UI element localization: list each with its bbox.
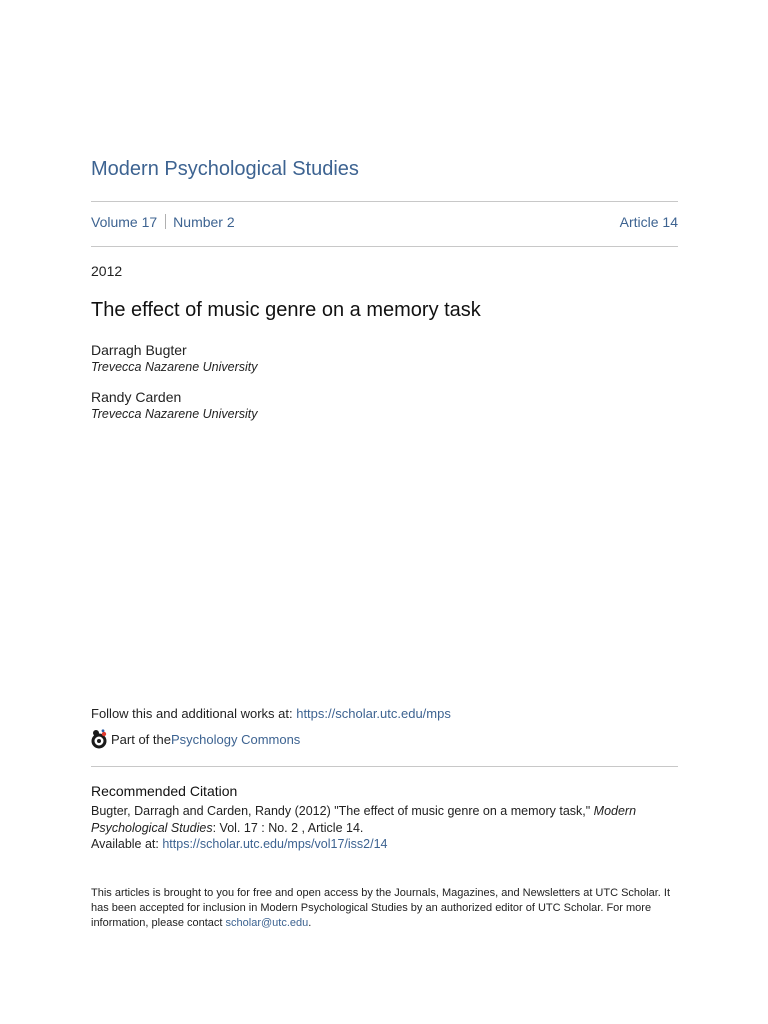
article-url-link[interactable]: https://scholar.utc.edu/mps/vol17/iss2/14: [162, 837, 388, 851]
author-block: [91, 342, 258, 376]
notice-text: This articles is brought to you for free and open access by the Journals, Magazines, and Newsletters at UTC Scholar. It has been accepted for inclusion in Modern Psychological Studies by an authorized editor of UTC Scholar. For more information, please contact: [91, 887, 671, 929]
follow-link[interactable]: https://scholar.utc.edu/mps: [296, 706, 451, 721]
separator: [165, 214, 166, 229]
network-commons-icon: [91, 729, 108, 749]
commons-prefix: Part of the: [111, 731, 171, 747]
citation-after: : Vol. 17 : No. 2 , Article 14.: [212, 821, 364, 835]
author-name: Randy Carden: [91, 389, 182, 405]
available-at-line: [91, 837, 387, 851]
article-title: The effect of music genre on a memory task: [91, 299, 481, 321]
commons-line: [91, 729, 300, 749]
notice-end: .: [308, 917, 312, 929]
author-name: Darragh Bugter: [91, 342, 187, 358]
psychology-commons-link[interactable]: Psychology Commons: [170, 731, 301, 747]
follow-line: [91, 706, 451, 721]
divider: [91, 246, 678, 247]
article-link[interactable]: Article 14: [619, 214, 678, 230]
citation-text: [91, 803, 678, 837]
citation-before: Bugter, Darragh and Carden, Randy (2012) "The effect of music genre on a memory task,": [91, 804, 594, 818]
publication-year: 2012: [91, 263, 123, 279]
number-link[interactable]: Number 2: [173, 214, 235, 230]
recommended-citation-heading: Recommended Citation: [91, 783, 238, 799]
citation-journal: Modern Psychological Studies: [91, 804, 637, 835]
author-affiliation: Trevecca Nazarene University: [91, 407, 258, 421]
divider: [91, 766, 678, 767]
divider: [91, 201, 678, 202]
issue-row: [91, 214, 678, 230]
author-affiliation: Trevecca Nazarene University: [91, 360, 258, 374]
author-block: [91, 389, 258, 423]
follow-prefix: Follow this and additional works at:: [91, 706, 297, 721]
available-prefix: Available at:: [91, 837, 163, 851]
access-notice: [91, 886, 678, 931]
contact-email-link[interactable]: scholar@utc.edu: [225, 917, 309, 929]
journal-title-link[interactable]: Modern Psychological Studies: [91, 158, 359, 180]
volume-link[interactable]: Volume 17: [91, 214, 158, 230]
cover-page: [91, 0, 678, 1024]
